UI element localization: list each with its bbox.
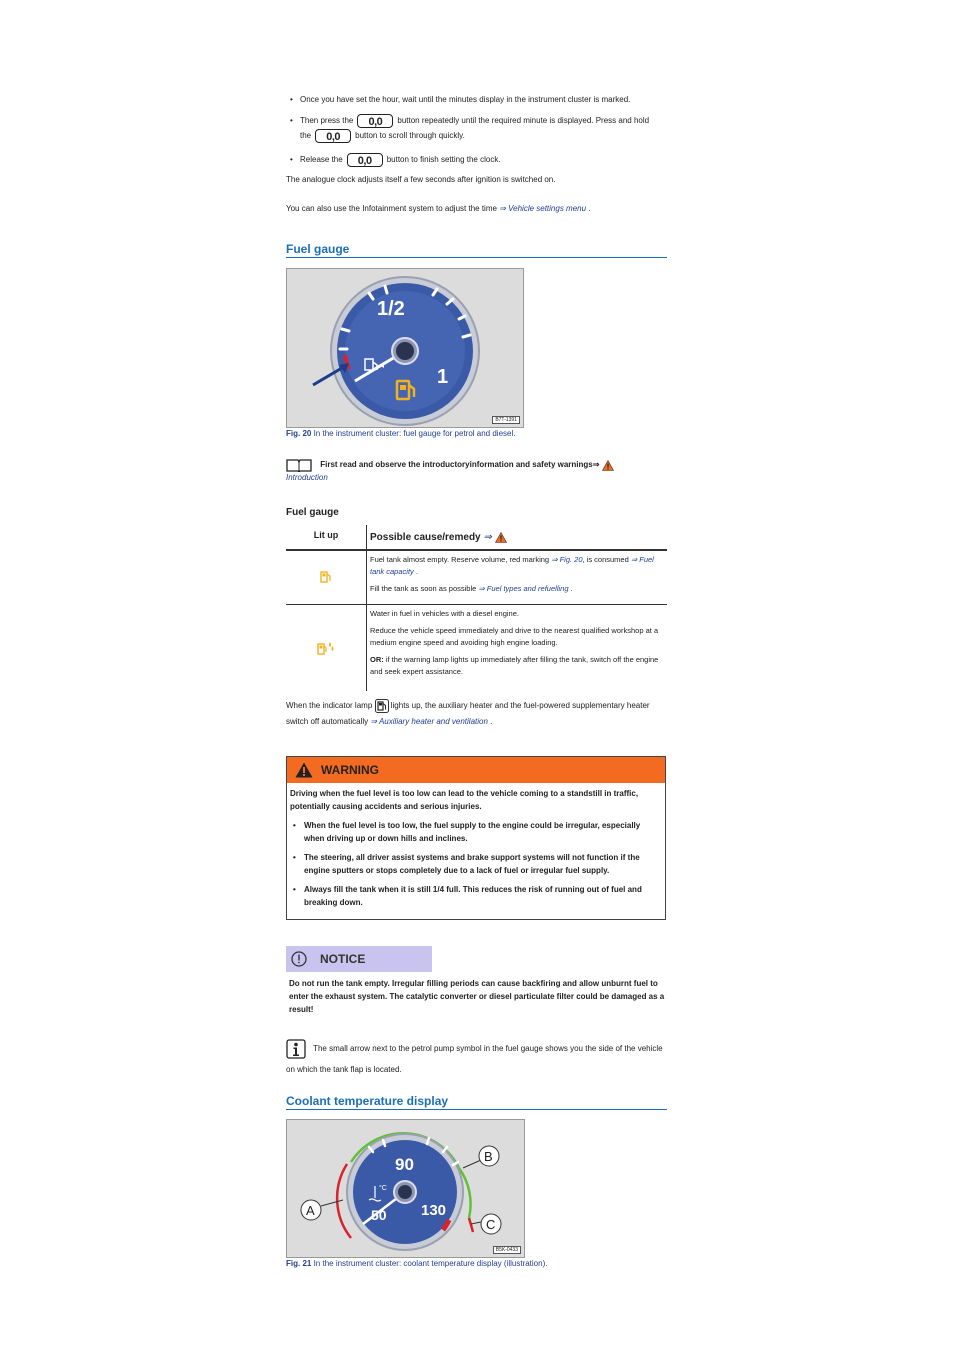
fuel-tank-capacity-link[interactable]: ⇒ Fuel tank capacity [370,555,654,576]
exclamation-circle-icon [291,951,307,967]
gauge-full-label: 1 [437,366,449,388]
coolant-gauge-illustration [287,1120,524,1257]
fig20-caption [286,429,515,439]
step3-b: button to finish setting the clock. [386,155,501,164]
label-b: B [484,1149,493,1164]
introduction-link[interactable]: Introduction [286,473,328,482]
vehicle-settings-link[interactable]: ⇒ Vehicle settings menu [499,204,587,213]
notice-text: Do not run the tank empty. Irregular filling periods can cause backfiring and allow unburnt fuel to enter the exhaust system. The catalytic converter or diesel particulate filter could be damaged as a result! [289,979,665,1014]
indicator-a: When the indicator lamp [286,701,373,710]
info-icon [286,1039,306,1059]
minute-button-key: 0,0 [315,129,351,143]
row2-p2: Reduce the vehicle speed immediately and drive to the nearest qualified workshop at a medium engine speed and avoiding high engine loading. [370,626,659,647]
figure-code: B5K-0433 [493,1246,521,1254]
row2-or: OR: [370,655,384,664]
warning-title: WARNING [321,763,379,777]
fuel-gauge-figure [286,268,524,428]
temp-90-label: 90 [395,1155,414,1174]
notice-title: NOTICE [320,952,366,966]
water-in-fuel-icon [317,641,335,655]
row1-p1: Fuel tank almost empty. Reserve volume, red marking [370,555,550,564]
warning-bullet [290,819,662,845]
step2-a: Then press the [300,116,354,125]
infotainment-note [286,203,668,215]
fuel-gauge-heading: Fuel gauge [286,242,667,258]
label-a: A [306,1203,315,1218]
row2-p1: Water in fuel in vehicles with a diesel engine. [370,609,519,618]
table-row [286,605,667,691]
open-book-icon [286,458,312,472]
svg-text:°C: °C [379,1185,387,1192]
infotainment-text: You can also use the Infotainment system to adjust the time [286,204,497,213]
minute-button-key: 0,0 [357,114,393,128]
fuel-gauge-table [286,525,667,691]
step3-a: Release the [300,155,343,164]
step2-c: the [300,131,312,140]
warning-bullet-text: Always fill the tank when it is still 1/4 full. This reduces the risk of running out of fuel and breaking down. [304,885,642,907]
fig20-link[interactable]: ⇒ Fig. 20 [551,555,583,564]
table-header [286,525,667,551]
intro-note [286,458,666,484]
indicator-note [286,698,666,730]
fig20-label: Fig. 20 [286,429,312,438]
label-c: C [486,1217,496,1232]
minute-button-key: 0,0 [347,153,383,167]
fig21-caption [286,1259,547,1269]
bullet: • [290,95,293,104]
bullet: • [293,853,296,862]
indicator-b: lights up, the auxiliary heater and the fuel-powered supplementary heater switch off automatically [286,701,650,726]
coolant-heading: Coolant temperature display [286,1094,667,1110]
fig20-caption-text: In the instrument cluster: fuel gauge for petrol and diesel. [313,429,516,438]
period: . [570,584,573,593]
fuel-pump-icon [320,571,332,583]
gauge-half-label: 1/2 [377,298,405,320]
clock-step-3-text [300,152,665,167]
notice-header [286,946,432,972]
col-header-link[interactable]: ⇒ [483,532,492,544]
period: . [490,717,493,726]
clock-step-1-text: Once you have set the hour, wait until the minutes display in the instrument cluster is marked. [300,95,631,104]
fig21-label: Fig. 21 [286,1259,312,1268]
info-note [286,1038,666,1080]
table-row [286,551,667,605]
warning-bullet [290,883,662,909]
intro-text: First read and observe the introductoryinformation and safety warnings⇒ [320,460,600,470]
row1-p2: Fill the tank as soon as possible [370,584,477,593]
col-header-cause-text: Possible cause/remedy [370,532,481,544]
figure-code: B7T-1391 [492,416,520,424]
fuel-types-link[interactable]: ⇒ Fuel types and refuelling [478,584,569,593]
step2-b: button repeatedly until the required minute is displayed. Press and hold [397,116,650,125]
info-text: The small arrow next to the petrol pump symbol in the fuel gauge shows you the side of the vehicle on which the tank flap is located. [286,1044,663,1074]
warning-intro: Driving when the fuel level is too low can lead to the vehicle coming to a standstill in traffic, potentially causing accidents and serious injuries. [290,789,639,811]
row2-text [370,608,663,678]
fuel-gauge-illustration [287,269,523,427]
row1-p1b: , is consumed [582,555,629,564]
fuel-pump-icon [375,699,389,713]
warning-body [287,783,665,913]
temp-130-label: 130 [421,1202,447,1219]
warning-bullet-text: When the fuel level is too low, the fuel supply to the engine could be irregular, especially when driving up or down hills and inclines. [304,821,641,843]
clock-step-2-text [300,113,665,143]
step2-d: button to scroll through quickly. [355,131,465,140]
bullet: • [290,155,293,164]
row2-p3 [370,654,663,678]
warning-header [287,757,665,783]
period: . [415,567,418,576]
bullet: • [293,885,296,894]
col-header-cause [370,532,507,543]
temp-50-label: 50 [371,1207,387,1223]
analogue-clock-note: The analogue clock adjusts itself a few seconds after ignition is switched on. [286,175,556,184]
warning-triangle-icon [602,460,614,471]
warning-bullet [290,851,662,877]
warning-triangle-icon [495,532,507,543]
coolant-figure [286,1119,525,1258]
bullet: • [290,116,293,125]
col-header-lit-up: Lit up [313,530,339,540]
row2-p3-text: if the warning lamp lights up immediately after filling the tank, switch off the engine and seek expert assistance. [370,655,659,676]
warning-box [286,756,666,920]
period: . [588,204,591,213]
warning-bullet-text: The steering, all driver assist systems and brake support systems will not function if the engine sputters or stops completely due to a lack of fuel or irregular fuel supply. [304,853,640,875]
fig21-caption-text: In the instrument cluster: coolant temperature display (illustration). [313,1259,548,1268]
row1-text [370,554,663,595]
table-title: Fuel gauge [286,507,339,518]
warning-triangle-icon [295,762,313,778]
bullet: • [293,821,296,830]
auxiliary-heater-link[interactable]: ⇒ Auxiliary heater and ventilation [370,717,488,726]
